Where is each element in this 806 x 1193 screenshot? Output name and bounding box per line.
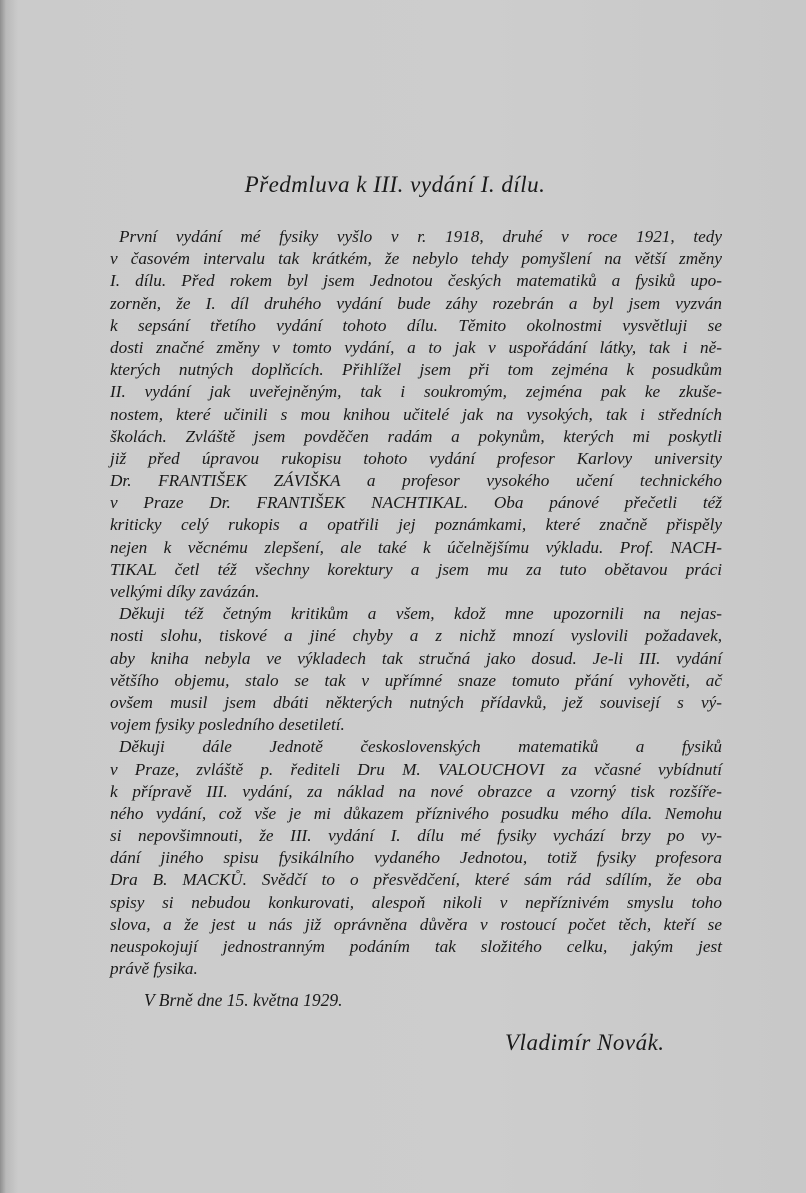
text-line: vojem fysiky posledního desetiletí. <box>110 715 345 735</box>
text-line: Děkuji dále Jednotě československých matematiků a fysiků <box>119 737 722 757</box>
text-line: kterých nutných doplňcích. Přihlížel jsem při tom zejména k posudkům <box>110 360 722 380</box>
text-line: aby kniha nebyla ve výkladech tak stručná jako dosud. Je-li III. vydání <box>110 648 722 668</box>
text-line: dosti značné změny v tomto vydání, a to jak v uspořádání látky, tak i ně- <box>110 337 722 357</box>
text-line: dání jiného spisu fysikálního vydaného Jednotou, totiž fysiky profesora <box>110 848 722 868</box>
text-line: zorněn, že I. díl druhého vydání bude záhy rozebrán a byl jsem vyzván <box>110 293 722 313</box>
text-line: Děkuji též četným kritikům a všem, kdož mne upozornili na nejas- <box>119 604 722 624</box>
text-line: Dr. FRANTIŠEK ZÁVIŠKA a profesor vysokého učení technického <box>110 471 722 491</box>
text-line: II. vydání jak uveřejněným, tak i soukromým, zejména pak ke zkuše- <box>110 382 722 402</box>
text-line: nejen k věcnému zlepšení, ale také k účelnějšímu výkladu. Prof. NACH- <box>110 537 722 557</box>
text-line: již před úpravou rukopisu tohoto vydání profesor Karlovy university <box>110 448 722 468</box>
text-line: právě fysika. <box>110 959 198 979</box>
text-line: v Praze Dr. FRANTIŠEK NACHTIKAL. Oba pánové přečetli též <box>110 493 722 513</box>
text-line: školách. Zvláště jsem povděčen radám a pokynům, kterých mi poskytli <box>110 426 722 446</box>
text-line: kriticky celý rukopis a opatřili jej poznámkami, které značně přispěly <box>110 515 722 535</box>
text-line: Dra B. MACKŮ. Svědčí to o přesvědčení, které sám rád sdílím, že oba <box>110 870 722 890</box>
place-date: V Brně dne 15. května 1929. <box>144 990 343 1010</box>
text-line: nosti slohu, tiskové a jiné chyby a z nichž mnozí vyslovili požadavek, <box>110 626 722 646</box>
author-signature: Vladimír Novák. <box>505 1030 665 1055</box>
text-line: spisy si nebudou konkurovati, alespoň nikoli v nepříznivém smyslu toho <box>110 892 722 912</box>
text-line: si nepovšimnouti, že III. vydání I. dílu mé fysiky vychází brzy po vy- <box>110 826 722 846</box>
text-line: v Praze, zvláště p. řediteli Dru M. VALOUCHOVI za včasné vybídnutí <box>110 759 722 779</box>
text-line: k přípravě III. vydání, za náklad na nové obrazce a vzorný tisk rozšíře- <box>110 781 722 801</box>
text-line: slova, a že jest u nás již oprávněna důvěra v rostoucí počet těch, kteří se <box>110 914 722 934</box>
text-line: I. dílu. Před rokem byl jsem Jednotou českých matematiků a fysiků upo- <box>110 271 722 291</box>
text-line: ného vydání, což vše je mi důkazem příznivého posudku mého díla. Nemohu <box>110 803 722 823</box>
text-line: k sepsání třetího vydání tohoto dílu. Těmito okolnostmi vysvětluji se <box>110 315 722 335</box>
text-line: v časovém intervalu tak krátkém, že nebylo tehdy pomyšlení na větší změny <box>110 249 722 269</box>
text-line: neuspokojují jednostranným podáním tak složitého celku, jakým jest <box>110 937 722 956</box>
text-line: nostem, které učinili s mou knihou učitelé jak na vysokých, tak i středních <box>110 404 722 424</box>
text-line: TIKAL četl též všechny korektury a jsem mu za tuto obětavou práci <box>110 559 722 579</box>
text-line: velkými díky zavázán. <box>110 582 260 601</box>
text-line: První vydání mé fysiky vyšlo v r. 1918, druhé v roce 1921, tedy <box>119 227 722 246</box>
preface-body <box>110 226 722 980</box>
page-title: Předmluva k III. vydání I. dílu. <box>244 172 546 197</box>
text-line: ovšem musil jsem dbáti některých nutných přídavků, jež souvisejí s vý- <box>110 692 722 712</box>
text-line: většího objemu, stalo se tak v upřímné snaze tomuto přání vyhověti, ač <box>110 670 722 690</box>
